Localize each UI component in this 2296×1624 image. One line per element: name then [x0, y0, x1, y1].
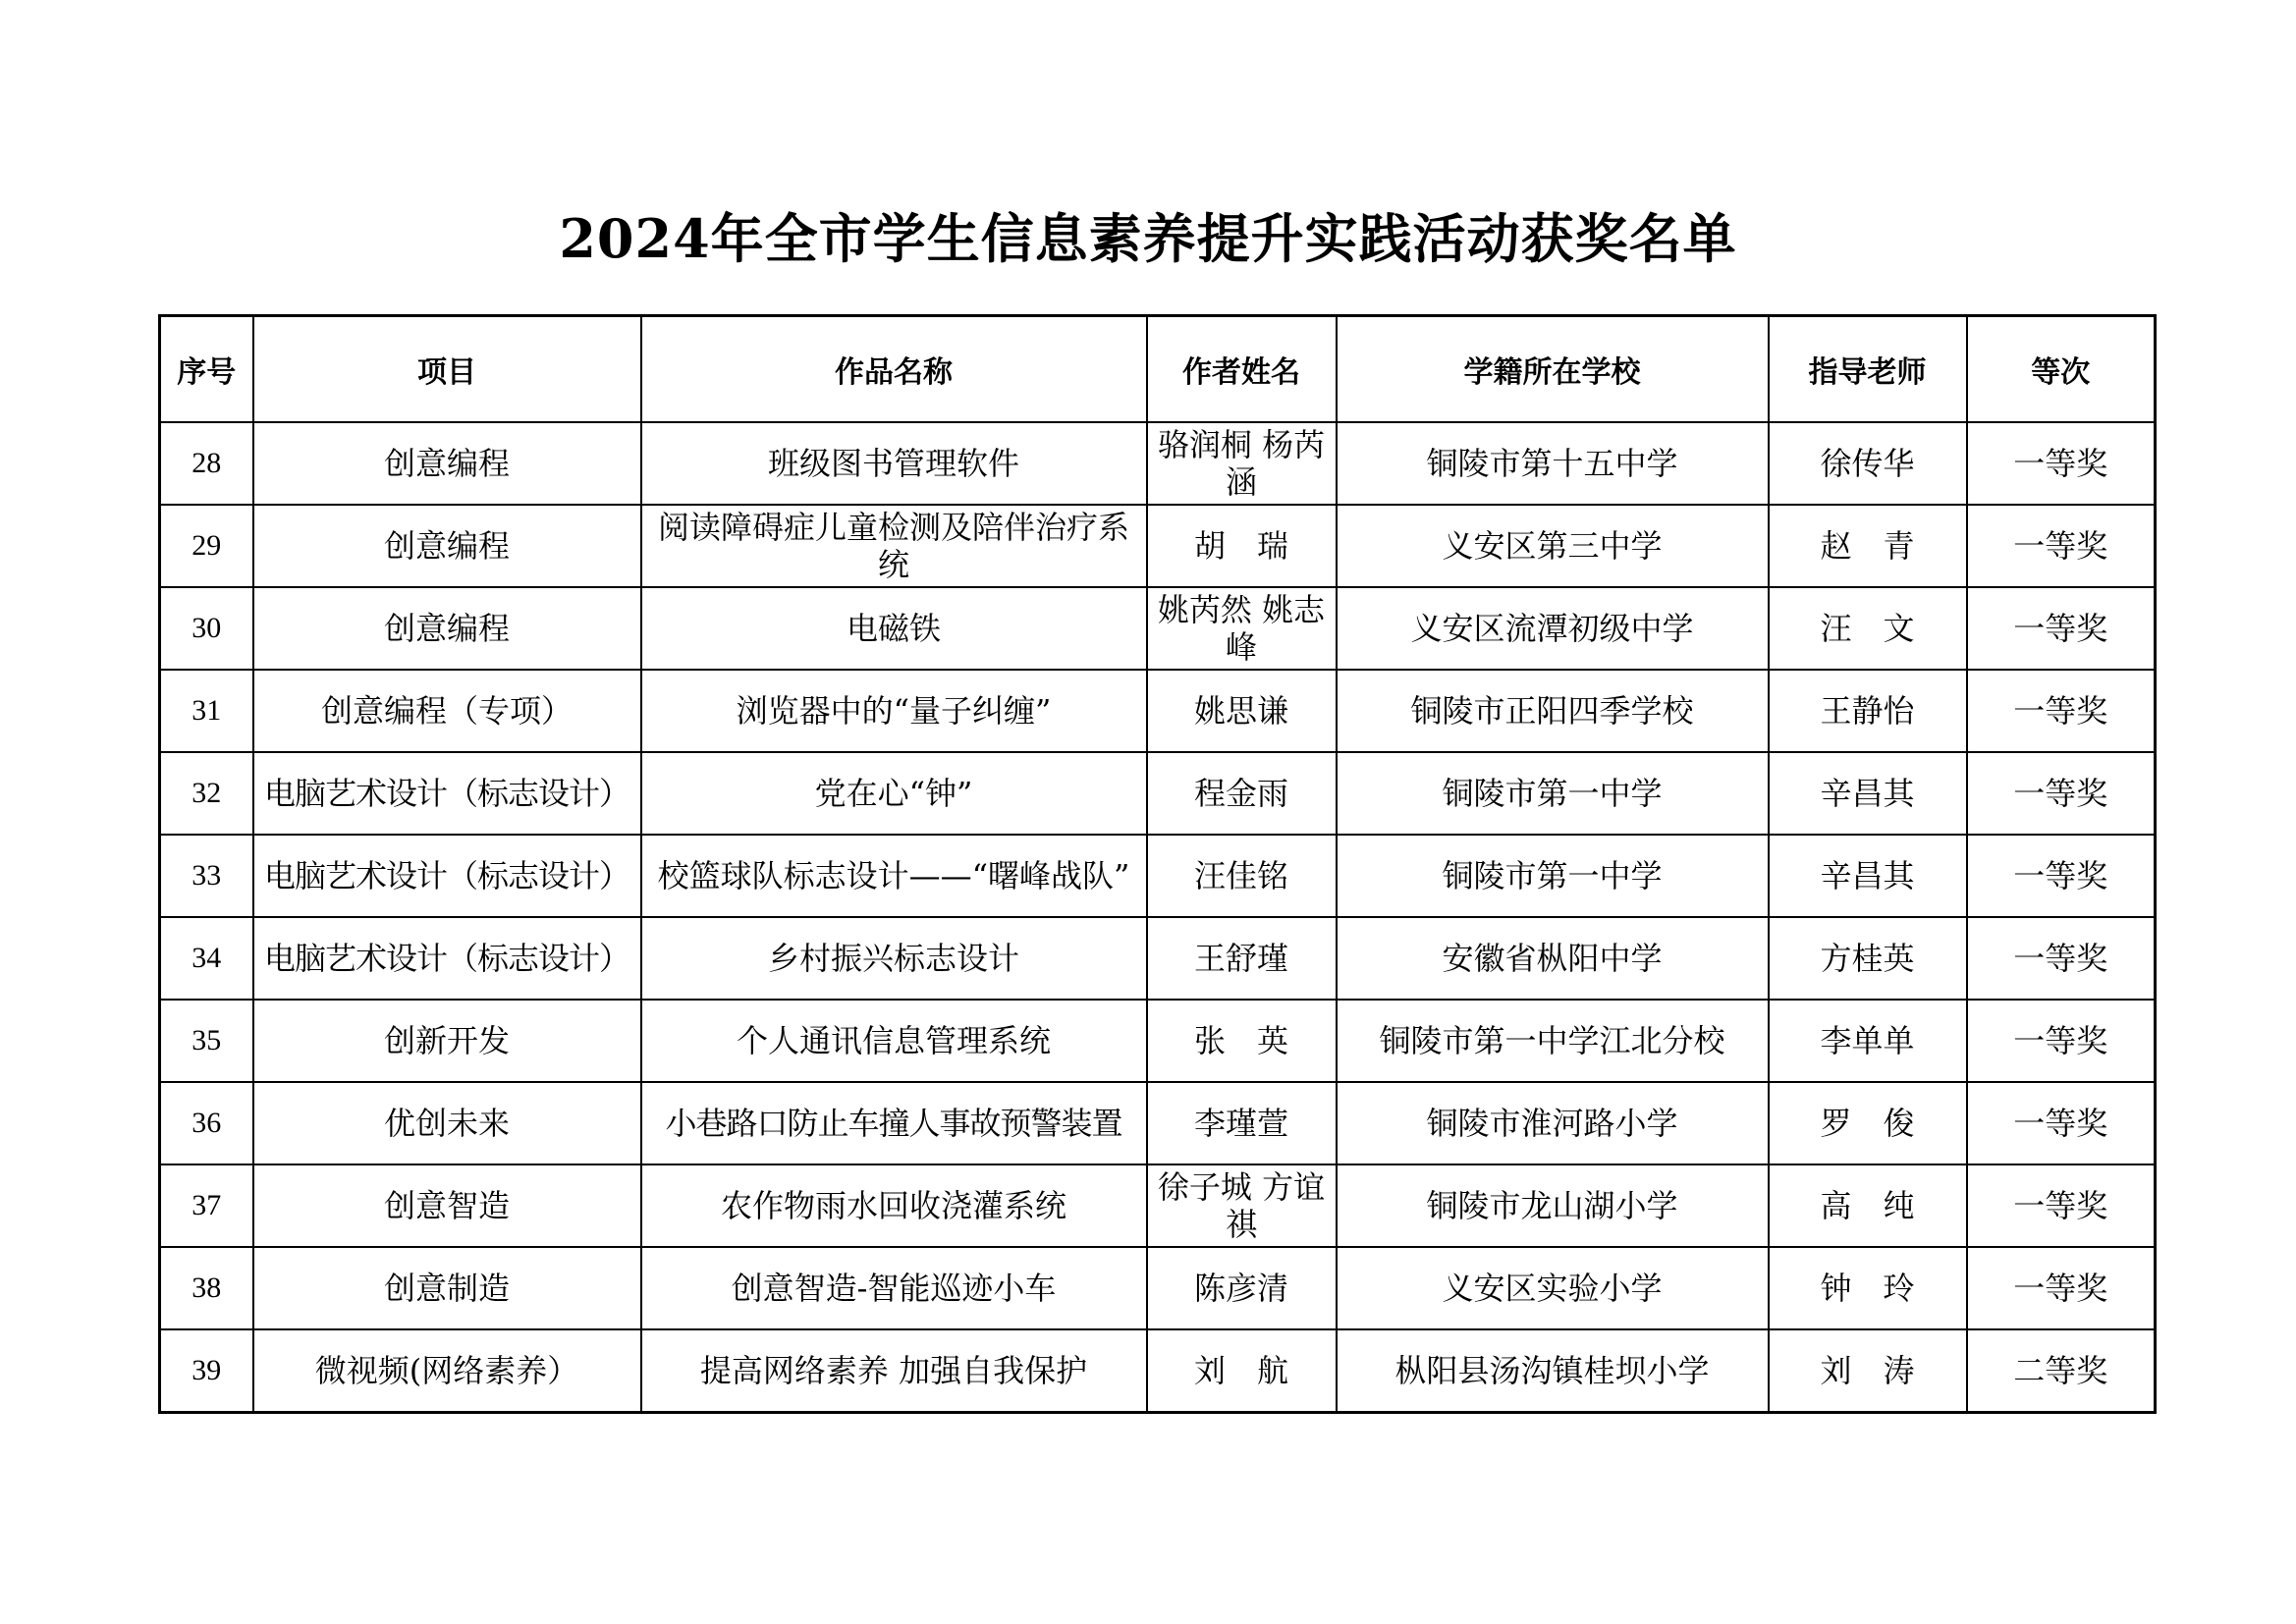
- cell-project: 创意编程: [253, 505, 641, 587]
- table-row: [160, 835, 2156, 917]
- cell-teacher: 钟 玲: [1769, 1247, 1967, 1329]
- cell-project: 创意编程: [253, 422, 641, 505]
- cell-school: 义安区第三中学: [1337, 505, 1769, 587]
- table-row: [160, 1000, 2156, 1082]
- cell-work-title: 班级图书管理软件: [641, 422, 1147, 505]
- cell-project: 电脑艺术设计（标志设计）: [253, 917, 641, 1000]
- header-index: 序号: [160, 316, 253, 423]
- cell-teacher: 李单单: [1769, 1000, 1967, 1082]
- header-school: 学籍所在学校: [1337, 316, 1769, 423]
- table-row: [160, 1329, 2156, 1413]
- cell-teacher: 高 纯: [1769, 1164, 1967, 1247]
- header-project: 项目: [253, 316, 641, 423]
- header-work-title: 作品名称: [641, 316, 1147, 423]
- cell-project: 创意编程（专项）: [253, 670, 641, 752]
- cell-teacher: 方桂英: [1769, 917, 1967, 1000]
- cell-index: 30: [160, 587, 253, 670]
- cell-award: 一等奖: [1967, 752, 2156, 835]
- cell-work-title: 校篮球队标志设计——“曙峰战队”: [641, 835, 1147, 917]
- table-row: [160, 587, 2156, 670]
- cell-school: 枞阳县汤沟镇桂坝小学: [1337, 1329, 1769, 1413]
- cell-teacher: 王静怡: [1769, 670, 1967, 752]
- header-teacher: 指导老师: [1769, 316, 1967, 423]
- cell-award: 一等奖: [1967, 505, 2156, 587]
- table-row: [160, 505, 2156, 587]
- cell-project: 创意制造: [253, 1247, 641, 1329]
- cell-index: 38: [160, 1247, 253, 1329]
- cell-index: 36: [160, 1082, 253, 1164]
- cell-teacher: 罗 俊: [1769, 1082, 1967, 1164]
- cell-author: 陈彦清: [1147, 1247, 1337, 1329]
- cell-author: 汪佳铭: [1147, 835, 1337, 917]
- cell-work-title: 小巷路口防止车撞人事故预警装置: [641, 1082, 1147, 1164]
- cell-work-title: 阅读障碍症儿童检测及陪伴治疗系统: [641, 505, 1147, 587]
- cell-award: 一等奖: [1967, 670, 2156, 752]
- cell-work-title: 党在心“钟”: [641, 752, 1147, 835]
- cell-index: 28: [160, 422, 253, 505]
- table-row: [160, 1082, 2156, 1164]
- header-award: 等次: [1967, 316, 2156, 423]
- cell-author: 张 英: [1147, 1000, 1337, 1082]
- cell-school: 铜陵市第一中学江北分校: [1337, 1000, 1769, 1082]
- cell-teacher: 辛昌其: [1769, 835, 1967, 917]
- cell-school: 铜陵市龙山湖小学: [1337, 1164, 1769, 1247]
- cell-teacher: 赵 青: [1769, 505, 1967, 587]
- table-header-row: [160, 316, 2156, 423]
- cell-school: 义安区流潭初级中学: [1337, 587, 1769, 670]
- cell-index: 34: [160, 917, 253, 1000]
- cell-school: 铜陵市正阳四季学校: [1337, 670, 1769, 752]
- cell-index: 35: [160, 1000, 253, 1082]
- cell-index: 29: [160, 505, 253, 587]
- cell-project: 微视频(网络素养）: [253, 1329, 641, 1413]
- cell-project: 电脑艺术设计（标志设计）: [253, 752, 641, 835]
- table-row: [160, 752, 2156, 835]
- cell-award: 一等奖: [1967, 1082, 2156, 1164]
- cell-author: 胡 瑞: [1147, 505, 1337, 587]
- cell-award: 一等奖: [1967, 917, 2156, 1000]
- cell-award: 二等奖: [1967, 1329, 2156, 1413]
- header-author: 作者姓名: [1147, 316, 1337, 423]
- cell-work-title: 创意智造-智能巡迹小车: [641, 1247, 1147, 1329]
- cell-author: 刘 航: [1147, 1329, 1337, 1413]
- cell-work-title: 浏览器中的“量子纠缠”: [641, 670, 1147, 752]
- cell-project: 创意智造: [253, 1164, 641, 1247]
- cell-school: 铜陵市淮河路小学: [1337, 1082, 1769, 1164]
- table-row: [160, 422, 2156, 505]
- cell-author: 姚芮然 姚志峰: [1147, 587, 1337, 670]
- cell-work-title: 提高网络素养 加强自我保护: [641, 1329, 1147, 1413]
- cell-author: 徐子城 方谊祺: [1147, 1164, 1337, 1247]
- cell-author: 程金雨: [1147, 752, 1337, 835]
- cell-teacher: 徐传华: [1769, 422, 1967, 505]
- cell-index: 37: [160, 1164, 253, 1247]
- table-row: [160, 670, 2156, 752]
- table-row: [160, 917, 2156, 1000]
- cell-project: 电脑艺术设计（标志设计）: [253, 835, 641, 917]
- cell-index: 33: [160, 835, 253, 917]
- cell-work-title: 乡村振兴标志设计: [641, 917, 1147, 1000]
- cell-work-title: 个人通讯信息管理系统: [641, 1000, 1147, 1082]
- cell-author: 姚思谦: [1147, 670, 1337, 752]
- cell-award: 一等奖: [1967, 1000, 2156, 1082]
- cell-work-title: 农作物雨水回收浇灌系统: [641, 1164, 1147, 1247]
- cell-index: 31: [160, 670, 253, 752]
- cell-work-title: 电磁铁: [641, 587, 1147, 670]
- cell-author: 李瑾萱: [1147, 1082, 1337, 1164]
- cell-school: 义安区实验小学: [1337, 1247, 1769, 1329]
- cell-teacher: 汪 文: [1769, 587, 1967, 670]
- cell-teacher: 刘 涛: [1769, 1329, 1967, 1413]
- cell-award: 一等奖: [1967, 1247, 2156, 1329]
- cell-award: 一等奖: [1967, 587, 2156, 670]
- cell-project: 创意编程: [253, 587, 641, 670]
- cell-award: 一等奖: [1967, 835, 2156, 917]
- cell-school: 铜陵市第一中学: [1337, 835, 1769, 917]
- document-title: 2024年全市学生信息素养提升实践活动获奖名单: [559, 207, 1737, 270]
- cell-award: 一等奖: [1967, 1164, 2156, 1247]
- cell-school: 安徽省枞阳中学: [1337, 917, 1769, 1000]
- cell-school: 铜陵市第十五中学: [1337, 422, 1769, 505]
- cell-author: 王舒瑾: [1147, 917, 1337, 1000]
- cell-index: 39: [160, 1329, 253, 1413]
- cell-author: 骆润桐 杨芮涵: [1147, 422, 1337, 505]
- cell-project: 创新开发: [253, 1000, 641, 1082]
- cell-project: 优创未来: [253, 1082, 641, 1164]
- awards-table: [158, 314, 2157, 1414]
- cell-index: 32: [160, 752, 253, 835]
- cell-school: 铜陵市第一中学: [1337, 752, 1769, 835]
- cell-teacher: 辛昌其: [1769, 752, 1967, 835]
- cell-award: 一等奖: [1967, 422, 2156, 505]
- table-row: [160, 1247, 2156, 1329]
- table-row: [160, 1164, 2156, 1247]
